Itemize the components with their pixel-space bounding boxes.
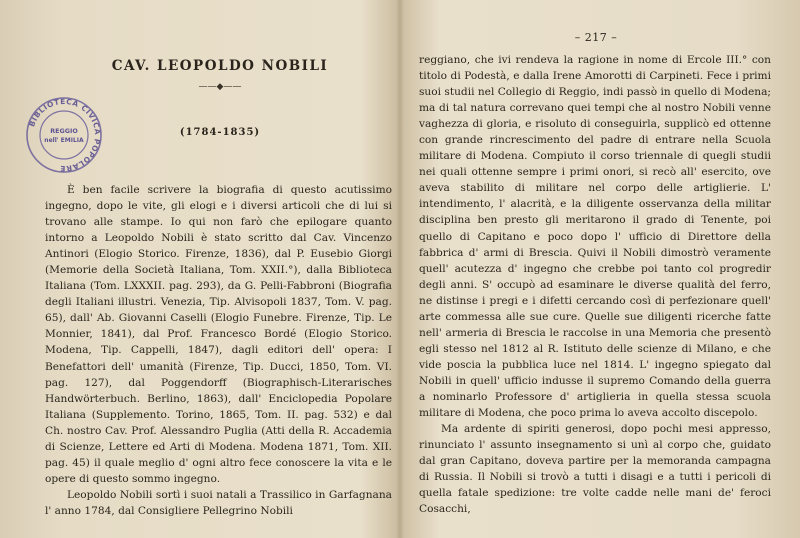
paragraph: È ben facile scrivere la biografia di questo acutissimo ingegno, dopo le vite, gli elogi e i diversi articoli che di lui si trovano alle stampe. Io qui non farò che epilogare quanto intorno a Leopoldo Nobili è stato scritto dal Cav. Vincenzo Antinori (Elogio Storico. Firenze, 1836), dal P. Eusebio Giorgi (Memorie della Società Italiana, Tom. XXII.°), dalla Biblioteca Italiana (Tom. LXXXII. pag. 293), da G. Pelli-Fabbroni (Biografia degli Italiani illustri. Venezia, Tip. Alvisopoli 1837, Tom. V. pag. 65), dall' Ab. Giovanni Caselli (Elogio Funebre. Firenze, Tip. Le Monnier, 1841), dal Prof. Francesco Bordé (Elogio Storico. Modena, Tip. Cappelli, 1847), dagli editori dell' opera: I Benefattori dell' umanità (Firenze, Tip. Ducci, 1850, Tom. VI. pag. 127), dal Poggendorff (Biographisch-Literarisches Handwörterbuch. Berlino, 1863), dall' Enciclopedia Popolare Italiana (Supplemento. Torino, 1865, Tom. II. pag. 532) e dal Ch. nostro Cav. Prof. Alessandro Puglia (Atti della R. Accademia di Scienze, Lettere ed Arti di Modena. Modena 1871, Tom. XII. pag. 45) il quale meglio d' ogni altro fece conoscere la vita e le opere di questo sommo ingegno. — [45, 184, 392, 485]
paragraph: reggiano, che ivi rendeva la ragione in nome di Ercole III.° con titolo di Podestà, e dalla Irene Amorotti di Carpineti. Fece i primi suoi studii nel Collegio di Reggio, indi passò in quello di Modena; ma di tal natura correvano quei tempi che al nostro Nobili venne vaghezza di gloria, e risoluto di conseguirla, supplicò ed ottenne con grande rincrescimento del padre di entrare nella Scuola militare di Modena. Compiuto il corso triennale di quegli studii nei quali ottenne sempre i primi onori, si recò all' esercito, ove aveva stabilito di militare nel corpo delle artiglierie. L' intendimento, l' alacrità, e la diligente osservanza della militar disciplina ben presto gli meritarono il grado di Tenente, poi quello di Capitano e poco dopo l' ufficio di Direttore della fabbrica d' armi di Brescia. Quivi il Nobili dimostrò veramente quell' acutezza d' ingegno che crebbe poi tanto col progredir degli anni. S' occupò ad esaminare le diverse qualità del ferro, ne distinse i pregi e i difetti cercando così di perfezionare quell' arte commessa alle sue cure. Quelle sue diligenti ricerche fatte nell' armeria di Brescia le raccolse in una Memoria che presentò egli stesso nel 1812 al R. Istituto delle scienze di Milano, e che vide poscia la pubblica luce nel 1814. L' ingegno spiegato dal Nobili in quell' ufficio indusse il supremo Comando della guerra a nominarlo Professore d' artiglieria in quella stessa scuola militare di Modena, che poco prima lo aveva accolto discepolo. — [419, 54, 771, 420]
library-stamp — [24, 96, 104, 174]
right-page — [401, 0, 800, 538]
ornament-divider-icon: ——◆—— — [198, 82, 242, 92]
right-body-text — [419, 52, 771, 517]
page-number: – 217 – — [574, 31, 618, 44]
stamp-city: REGGIO — [50, 127, 78, 135]
stamp-ring-text: BIBLIOTECA CIVICA POPOLARE — [27, 96, 103, 174]
stamp-region: nell' EMILIA — [44, 137, 84, 144]
library-stamp-icon — [24, 96, 104, 174]
chapter-title: CAV. LEOPOLDO NOBILI — [111, 58, 329, 74]
paragraph: Ma ardente di spiriti generosi, dopo pochi mesi appresso, rinunciato l' assunto insegnamento si unì al corpo che, guidato dal gran Capitano, doveva partire per la memoranda campagna di Russia. Il Nobili si trovò a tutti i disagi e a tutti i pericoli di quella fatale spedizione: tre volte cadde nelle mani de' feroci Cosacchi, — [419, 423, 771, 516]
left-body-text — [45, 182, 392, 519]
paragraph: Leopoldo Nobili sortì i suoi natali a Trassilico in Garfagnana l' anno 1784, dal Consigliere Pellegrino Nobili — [45, 488, 392, 517]
life-dates: (1784-1835) — [179, 127, 261, 138]
